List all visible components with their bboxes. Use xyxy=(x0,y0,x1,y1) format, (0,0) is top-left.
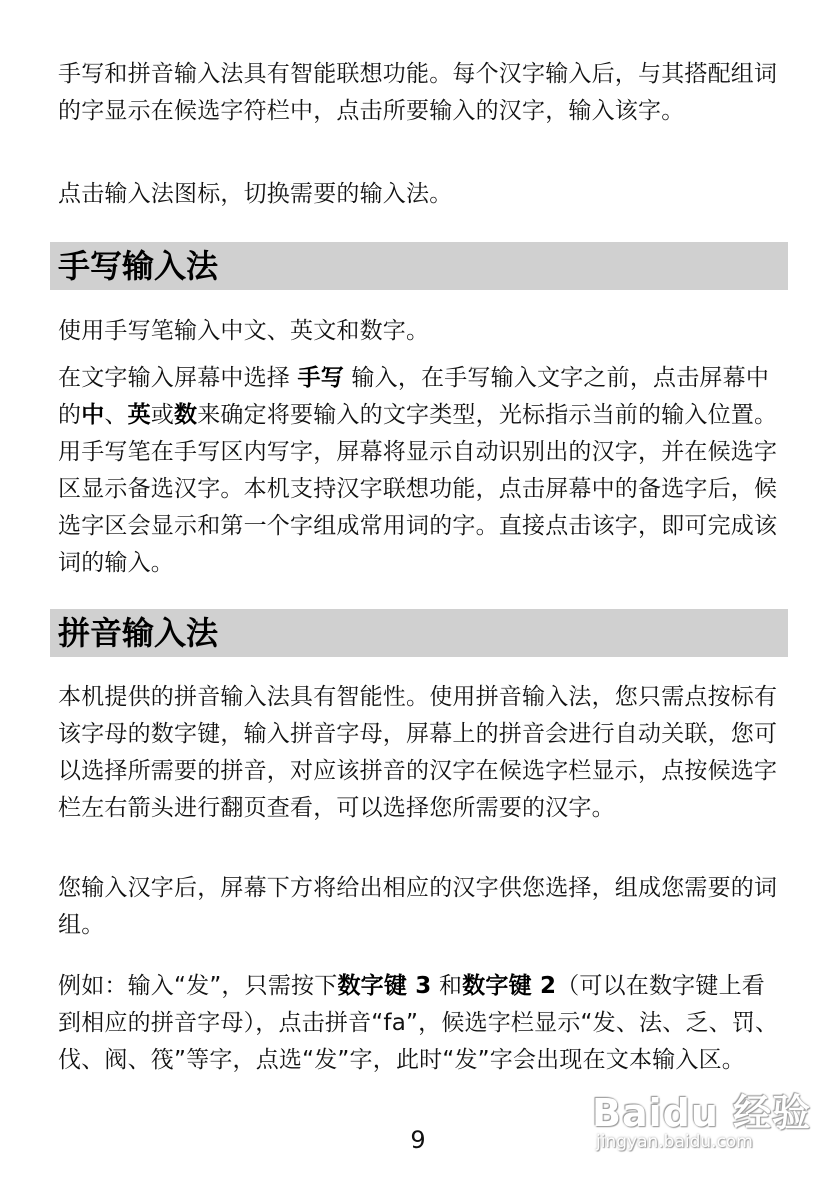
page-number: 9 xyxy=(410,1126,426,1154)
watermark-url: jingyan.baidu.com xyxy=(596,1132,753,1152)
pinyin-p3-text-1: 例如：输入“发”，只需按下 xyxy=(58,973,338,999)
baidu-jingyan-watermark xyxy=(592,1082,822,1162)
number-key-2-label: 数字键 2 xyxy=(462,973,557,999)
handwriting-p2-text-3: 、 xyxy=(104,402,128,428)
number-key-label: 数 xyxy=(174,402,198,428)
section-heading-handwriting-text: 手写输入法 xyxy=(58,247,219,285)
watermark-logo: Baidu 经验 xyxy=(592,1091,812,1135)
pinyin-paragraph-2: 您输入汉字后，屏幕下方将给出相应的汉字供您选择，组成您需要的词组。 xyxy=(58,875,778,938)
handwriting-p2-text-4: 或 xyxy=(150,402,175,428)
handwriting-mode-label: 手写 xyxy=(297,365,344,391)
english-key-label: 英 xyxy=(127,402,151,428)
pinyin-paragraph-1: 本机提供的拼音输入法具有智能性。使用拼音输入法，您只需点按标有该字母的数字键，输入拼音字母，屏幕上的拼音会进行自动关联，您可以选择所需要的拼音，对应该拼音的汉字在候选字栏显示，点按候选字栏左右箭头进行翻页查看，可以选择您所需要的汉字。 xyxy=(58,684,778,821)
pinyin-p3-text-2: 和 xyxy=(431,973,463,999)
section-heading-pinyin-text: 拼音输入法 xyxy=(58,614,219,652)
intro-paragraph-1: 手写和拼音输入法具有智能联想功能。每个汉字输入后，与其搭配组词的字显示在候选字符栏中，点击所要输入的汉字，输入该字。 xyxy=(58,61,778,124)
handwriting-paragraph-1: 使用手写笔输入中文、英文和数字。 xyxy=(58,318,430,344)
number-key-3-label: 数字键 3 xyxy=(337,973,432,999)
handwriting-p2-text-1: 在文字输入屏幕中选择 xyxy=(58,365,298,391)
chinese-key-label: 中 xyxy=(81,402,105,428)
section-heading-handwriting xyxy=(50,242,788,290)
pinyin-p3-text-3: （可以在数字键上看到相应的拼音字母），点击拼音“fa”，候选字栏显示“发、法、乏、罚、伐、阀、筏”等字，点选“发”字，此时“发”字会出现在文本输入区。 xyxy=(58,973,779,1073)
section-heading-pinyin xyxy=(50,609,788,657)
handwriting-paragraph-2 xyxy=(58,360,786,582)
handwriting-p2-text-2: 输入，在手写输入文字之前，点击屏幕中的 xyxy=(58,365,770,428)
intro-paragraph-2: 点击输入法图标，切换需要的输入法。 xyxy=(58,181,453,207)
handwriting-p2-text-5: 来确定将要输入的文字类型，光标指示当前的输入位置。用手写笔在手写区内写字，屏幕将显示自动识别出的汉字，并在候选字区显示备选汉字。本机支持汉字联想功能，点击屏幕中的备选字后，候选字区会显示和第一个字组成常用词的字。直接点击该字，即可完成该词的输入。 xyxy=(58,402,778,576)
pinyin-paragraph-3 xyxy=(58,968,786,1079)
